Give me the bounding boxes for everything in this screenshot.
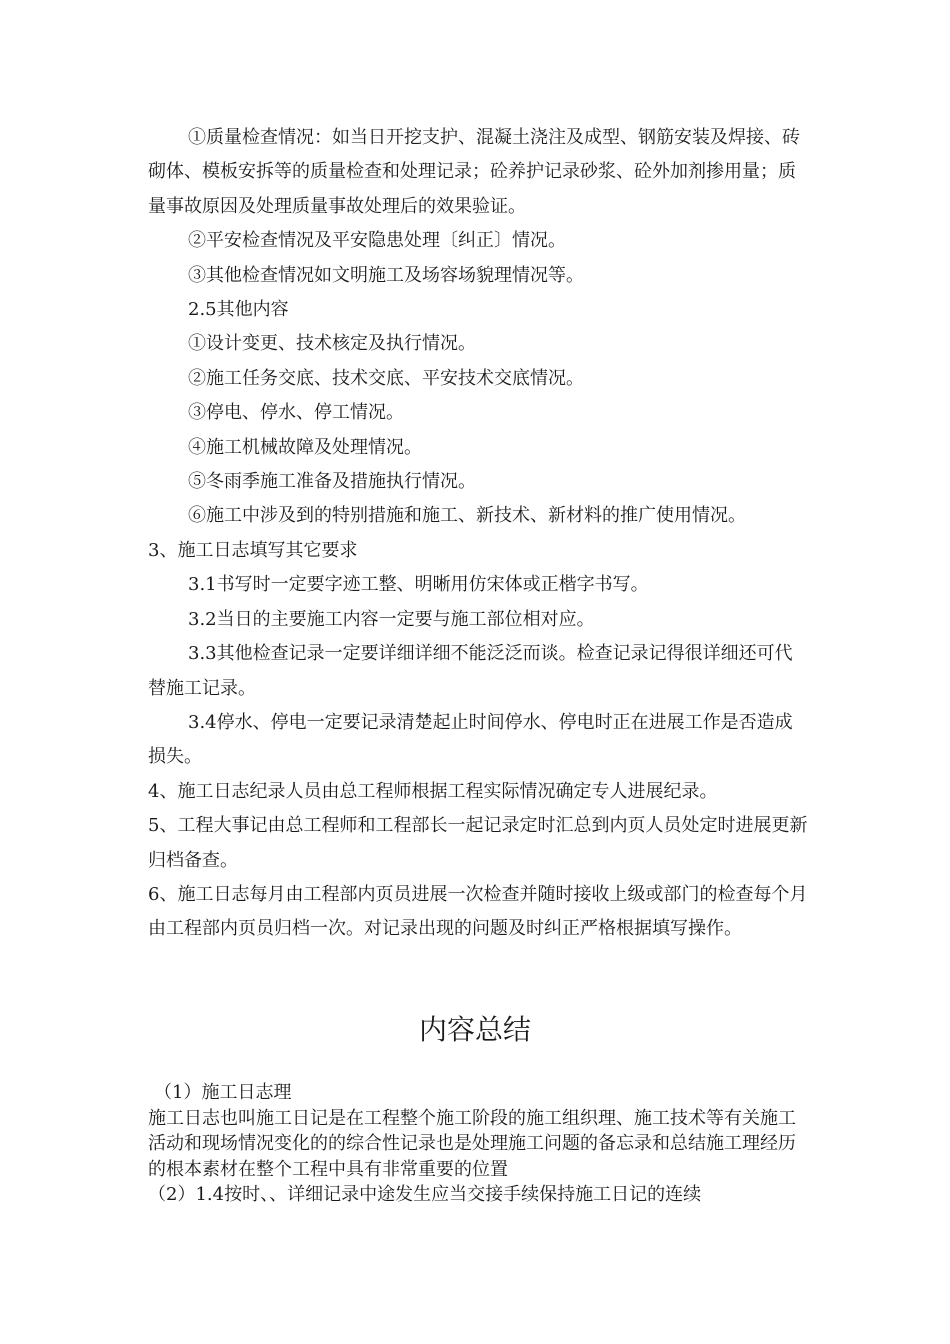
paragraph-6: 6、施工日志每月由工程部内页员进展一次检查并随时接收上级或部门的检查每个月由工程部内页员归档一次。对记录出现的问题及时纠正严格根据填写操作。 bbox=[148, 883, 808, 940]
summary-item1-heading: （1）施工日志理 bbox=[154, 1082, 292, 1103]
paragraph-4: 4、施工日志纪录人员由总工程师根据工程实际情况确定专人进展纪录。 bbox=[148, 780, 718, 802]
paragraph-special-measures: ⑥施工中涉及到的特别措施和施工、新技术、新材料的推广使用情况。 bbox=[188, 505, 746, 527]
document-body bbox=[148, 121, 808, 947]
paragraph-machine-failure: ④施工机械故障及处理情况。 bbox=[188, 436, 422, 458]
summary-section bbox=[148, 1080, 808, 1208]
paragraph-5: 5、工程大事记由总工程师和工程部长一起记录定时汇总到内页人员处定时进展更新归档备查。 bbox=[148, 815, 808, 871]
paragraph-3-1: 3.1书写时一定要字迹工整、明晰用仿宋体或正楷字书写。 bbox=[188, 574, 649, 596]
paragraph-seasonal-prep: ⑤冬雨季施工准备及措施执行情况。 bbox=[188, 471, 476, 493]
paragraph-3-4: 3.4停水、停电一定要记录清楚起止时间停水、停电时正在进展工作是否造成损失。 bbox=[148, 711, 793, 768]
paragraph-safety-check: ②平安检查情况及平安隐患处理〔纠正〕情况。 bbox=[188, 230, 566, 252]
summary-item2: （2）1.4按时、、详细记录中途发生应当交接手续保持施工日记的连续 bbox=[148, 1184, 702, 1205]
paragraph-task-briefing: ②施工任务交底、技术交底、平安技术交底情况。 bbox=[188, 367, 584, 389]
paragraph-design-change: ①设计变更、技术核定及执行情况。 bbox=[188, 333, 476, 355]
section-heading-3: 3、施工日志填写其它要求 bbox=[148, 539, 358, 561]
paragraph-power-water-outage: ③停电、停水、停工情况。 bbox=[188, 402, 404, 424]
paragraph-3-2: 3.2当日的主要施工内容一定要与施工部位相对应。 bbox=[188, 608, 595, 630]
paragraph-quality-check: ①质量检查情况：如当日开挖支护、混凝土浇注及成型、钢筋安装及焊接、砖砌体、模板安拆等的质量检查和处理记录；砼养护记录砂浆、砼外加剂掺用量；质量事故原因及处理质量事故处理后的效果验证。 bbox=[148, 127, 800, 217]
paragraph-3-3: 3.3其他检查记录一定要详细详细不能泛泛而谈。检查记录记得很详细还可代替施工记录。 bbox=[148, 643, 793, 699]
summary-title: 内容总结 bbox=[418, 1013, 531, 1046]
summary-item1-body: 施工日志也叫施工日记是在工程整个施工阶段的施工组织理、施工技术等有关施工活动和现场情况变化的的综合性记录也是处理施工问题的备忘录和总结施工理经历的根本素材在整个工程中具有非常重要的位置 bbox=[148, 1107, 796, 1180]
paragraph-other-check: ③其他检查情况如文明施工及场容场貌理情况等。 bbox=[188, 264, 584, 286]
section-heading-2-5: 2.5其他内容 bbox=[188, 299, 289, 321]
